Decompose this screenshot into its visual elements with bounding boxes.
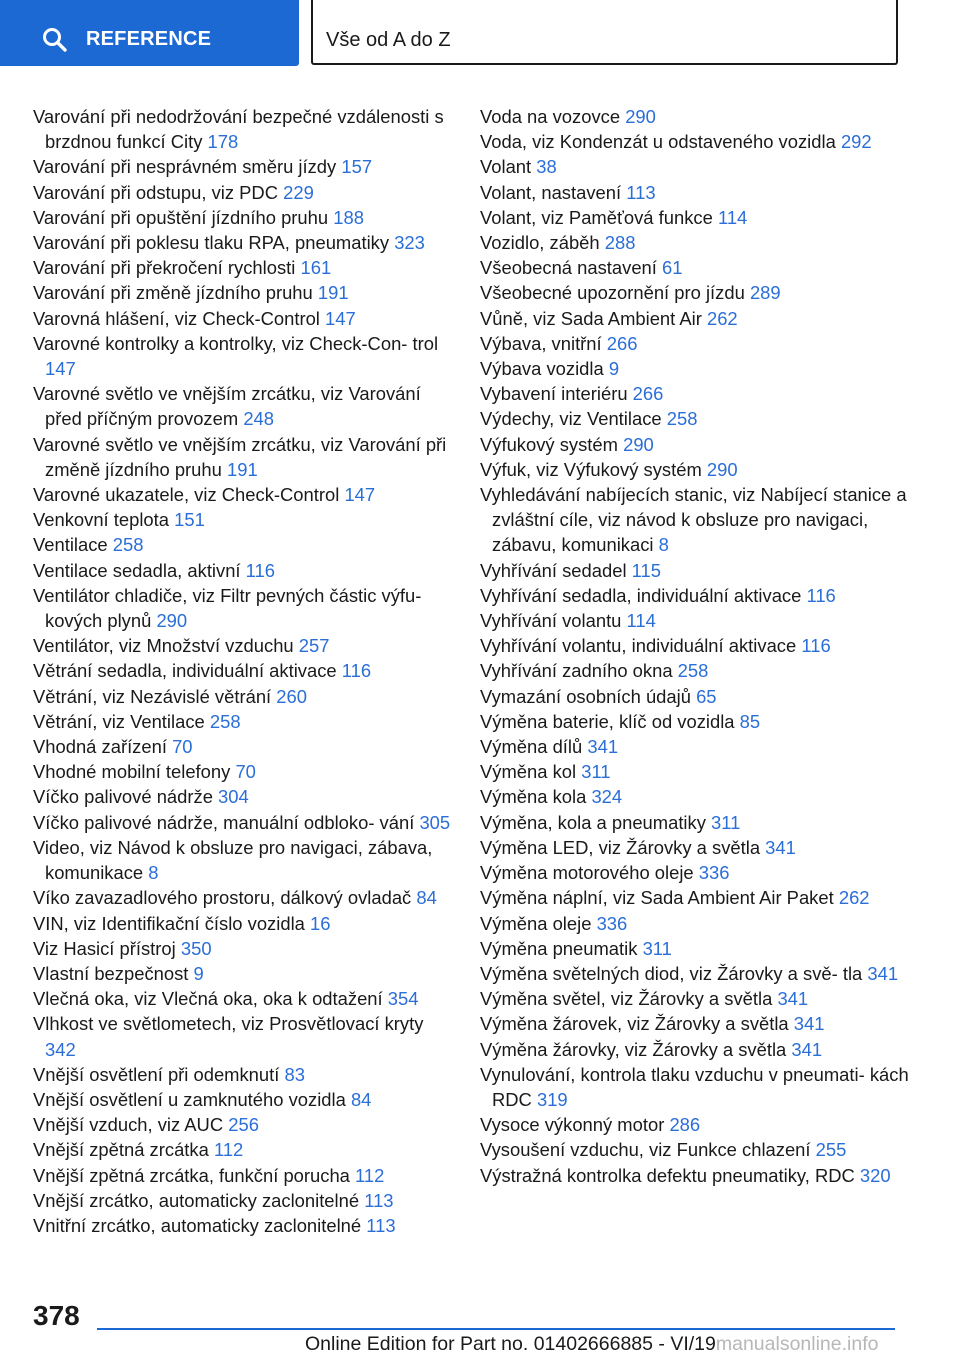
index-entry — [33, 255, 453, 280]
entry-text: Víko zavazadlového prostoru, dálkový ovladač — [33, 887, 412, 909]
page-reference-link[interactable]: 147 — [45, 358, 76, 380]
index-entry — [33, 1062, 453, 1087]
index-entry — [480, 810, 910, 835]
entry-text: Venkovní teplota — [33, 509, 169, 531]
page-reference-link[interactable]: 258 — [677, 660, 709, 682]
index-entry — [33, 986, 453, 1011]
entry-text: Vhodné mobilní telefony — [33, 761, 231, 783]
page-reference-link[interactable]: 341 — [867, 962, 899, 984]
index-entry — [33, 331, 453, 381]
page-reference-link[interactable]: 61 — [662, 257, 683, 279]
page-reference-link[interactable]: 354 — [387, 988, 419, 1010]
entry-text: Volant, nastavení — [480, 181, 622, 203]
index-entry — [33, 583, 453, 633]
page-reference-link[interactable]: 286 — [669, 1114, 701, 1136]
page-reference-link[interactable]: 323 — [394, 232, 425, 254]
page-reference-link[interactable]: 178 — [207, 131, 239, 153]
index-entry — [480, 961, 910, 986]
section-title: Vše od A do Z — [326, 29, 451, 51]
page-reference-link[interactable]: 342 — [45, 1038, 76, 1060]
index-entry — [480, 1163, 910, 1188]
page-reference-link[interactable]: 288 — [604, 232, 636, 254]
entry-text: Voda, viz Kondenzát u odstaveného vozidla — [480, 131, 836, 153]
index-entry — [33, 558, 453, 583]
page-reference-link[interactable]: 85 — [739, 710, 761, 732]
index-column-left — [33, 104, 453, 1238]
entry-text: Výfukový systém — [480, 433, 618, 455]
entry-text: Varování při překročení rychlosti — [33, 257, 296, 279]
footer-edition — [305, 1333, 878, 1356]
page-reference-link[interactable]: 289 — [749, 282, 781, 304]
page-reference-link[interactable]: 304 — [218, 786, 249, 808]
page-reference-link[interactable]: 70 — [235, 761, 256, 783]
index-entry — [480, 180, 910, 205]
index-entry — [33, 759, 453, 784]
page-reference-link[interactable]: 229 — [283, 181, 314, 203]
page-reference-link[interactable]: 83 — [284, 1063, 305, 1085]
page-reference-link[interactable]: 84 — [350, 1088, 372, 1110]
entry-text: Výbava, vnitřní — [480, 332, 602, 354]
entry-text: Vhodná zařízení — [33, 736, 167, 758]
page-reference-link[interactable]: 341 — [777, 988, 809, 1010]
index-entry — [480, 255, 910, 280]
page-reference-link[interactable]: 341 — [793, 1013, 825, 1035]
index-entry — [480, 734, 910, 759]
page-reference-link[interactable]: 262 — [706, 307, 738, 329]
entry-text: Všeobecné upozornění pro jízdu — [480, 282, 745, 304]
index-entry — [480, 230, 910, 255]
entry-text: Výstražná kontrolka defektu pneumatiky, RDC — [480, 1164, 855, 1186]
page-reference-link[interactable]: 324 — [591, 786, 623, 808]
entry-text: Výměna náplní, viz Sada Ambient Air Paket — [480, 887, 834, 909]
page-reference-link[interactable]: 336 — [698, 862, 730, 884]
entry-text: Volant — [480, 156, 532, 178]
index-entry — [480, 205, 910, 230]
index-entry — [33, 633, 453, 658]
index-entry — [480, 1137, 910, 1162]
entry-text: Výbava vozidla — [480, 358, 604, 380]
index-entry — [480, 1037, 910, 1062]
entry-text: Vynulování, kontrola tlaku vzduchu v pneumati‐ kách RDC — [480, 1063, 909, 1110]
entry-text: Výměna kol — [480, 761, 577, 783]
entry-text: Vůně, viz Sada Ambient Air — [480, 307, 702, 329]
index-entry — [480, 684, 910, 709]
entry-text: Vyhledávání nabíjecích stanic, viz Nabíjecí stanice a zvláštní cíle, viz návod k obsluze pro navigaci, zábavu, komunikaci — [480, 484, 907, 556]
index-entry — [480, 986, 910, 1011]
page-reference-link[interactable]: 151 — [174, 509, 205, 531]
footer-divider — [97, 1328, 895, 1330]
index-entry — [480, 331, 910, 356]
index-column-right — [480, 104, 910, 1188]
entry-text: Varovné ukazatele, viz Check-Control — [33, 484, 340, 506]
entry-text: Vyhřívání sedadel — [480, 559, 627, 581]
page-reference-link[interactable]: 191 — [317, 282, 349, 304]
page-reference-link[interactable]: 113 — [366, 1214, 396, 1236]
index-entry — [33, 784, 453, 809]
page-reference-link[interactable]: 336 — [596, 912, 628, 934]
index-entry — [33, 205, 453, 230]
page-reference-link[interactable]: 311 — [642, 937, 672, 959]
index-entry — [33, 1112, 453, 1137]
entry-text: Varovná hlášení, viz Check-Control — [33, 307, 320, 329]
entry-text: Vnější osvětlení při odemknutí — [33, 1063, 280, 1085]
entry-text: Vnější osvětlení u zamknutého vozidla — [33, 1088, 346, 1110]
page-reference-link[interactable]: 8 — [148, 862, 159, 884]
entry-text: Vlečná oka, viz Vlečná oka, oka k odtažení — [33, 988, 383, 1010]
entry-text: Vysoušení vzduchu, viz Funkce chlazení — [480, 1139, 811, 1161]
page-reference-link[interactable]: 258 — [112, 534, 144, 556]
page-reference-link[interactable]: 258 — [209, 710, 241, 732]
index-entry — [480, 784, 910, 809]
page-reference-link[interactable]: 38 — [536, 156, 557, 178]
entry-text: Vyhřívání zadního okna — [480, 660, 673, 682]
index-entry — [480, 104, 910, 129]
page-reference-link[interactable]: 116 — [245, 559, 275, 581]
page-reference-link[interactable]: 260 — [276, 685, 307, 707]
index-entry — [33, 658, 453, 683]
entry-text: Větrání, viz Ventilace — [33, 710, 205, 732]
entry-text: Výměna pneumatik — [480, 937, 638, 959]
page-reference-link[interactable]: 320 — [859, 1164, 891, 1186]
index-entry — [480, 759, 910, 784]
entry-text: Výměna baterie, klíč od vozidla — [480, 710, 735, 732]
index-entry — [480, 911, 910, 936]
page-reference-link[interactable]: 116 — [801, 635, 831, 657]
page-reference-link[interactable]: 258 — [666, 408, 698, 430]
index-entry — [33, 810, 453, 835]
entry-text: Voda na vozovce — [480, 106, 621, 127]
entry-text: Varování při opuštění jízdního pruhu — [33, 206, 329, 228]
entry-text: Volant, viz Paměťová funkce — [480, 206, 713, 228]
entry-text: Ventilátor chladiče, viz Filtr pevných částic výfu‐ kových plynů — [33, 584, 422, 632]
index-entry — [33, 1137, 453, 1162]
index-entry — [480, 608, 910, 633]
index-entry — [480, 457, 910, 482]
page-reference-link[interactable]: 262 — [838, 887, 870, 909]
index-entry — [33, 1188, 453, 1213]
page-reference-link[interactable]: 290 — [706, 458, 738, 480]
index-entry — [33, 381, 453, 431]
index-entry — [33, 835, 453, 885]
index-entry — [480, 432, 910, 457]
entry-text: Výměna dílů — [480, 736, 583, 758]
page-reference-link[interactable]: 112 — [213, 1139, 244, 1161]
index-entry — [33, 1087, 453, 1112]
page-reference-link[interactable]: 311 — [581, 761, 611, 783]
entry-text: Vlhkost ve světlometech, viz Prosvětlovací kryty — [33, 1013, 424, 1035]
entry-text: Varování při poklesu tlaku RPA, pneumatiky — [33, 232, 390, 254]
index-entry — [480, 835, 910, 860]
index-entry — [480, 709, 910, 734]
page-reference-link[interactable]: 341 — [791, 1038, 823, 1060]
page-reference-link[interactable]: 255 — [815, 1139, 847, 1161]
page-number: 378 — [33, 1300, 80, 1331]
page-reference-link[interactable]: 292 — [840, 131, 872, 153]
page-reference-link[interactable]: 157 — [341, 156, 373, 178]
page-reference-link[interactable]: 147 — [344, 484, 376, 506]
page-reference-link[interactable]: 191 — [227, 458, 258, 480]
index-entry — [480, 406, 910, 431]
index-entry — [480, 381, 910, 406]
index-entry — [480, 306, 910, 331]
index-entry — [33, 709, 453, 734]
page-reference-link[interactable]: 311 — [711, 811, 741, 833]
index-entry — [33, 1163, 453, 1188]
index-entry — [480, 583, 910, 608]
page-reference-link[interactable]: 16 — [310, 912, 331, 934]
entry-text: Všeobecná nastavení — [480, 257, 657, 279]
entry-text: Viz Hasicí přístroj — [33, 937, 176, 959]
index-entry — [33, 961, 453, 986]
index-entry — [33, 1213, 453, 1238]
entry-text: Varování při nesprávném směru jízdy — [33, 156, 337, 178]
entry-text: Vyhřívání sedadla, individuální aktivace — [480, 584, 802, 606]
entry-text: Vnější zpětná zrcátka, funkční porucha — [33, 1164, 350, 1186]
index-entry — [480, 154, 910, 179]
page-reference-link[interactable]: 9 — [608, 358, 620, 380]
entry-text: Výměna oleje — [480, 912, 592, 934]
index-entry — [33, 936, 453, 961]
entry-text: Varování při změně jízdního pruhu — [33, 282, 313, 304]
index-entry — [33, 154, 453, 179]
entry-text: VIN, viz Identifikační číslo vozidla — [33, 912, 305, 934]
entry-text: Výměna kola — [480, 786, 587, 808]
entry-text: Varovné světlo ve vnějším zrcátku, viz Varování při změně jízdního pruhu — [33, 433, 447, 480]
page-reference-link[interactable]: 8 — [658, 534, 669, 556]
index-entry — [480, 885, 910, 910]
entry-text: Video, viz Návod k obsluze pro navigaci, zábava, komunikace — [33, 836, 433, 884]
section-title-box — [311, 0, 898, 65]
page-reference-link[interactable]: 113 — [626, 181, 656, 203]
page-reference-link[interactable]: 114 — [626, 610, 656, 632]
entry-text: Varovné kontrolky a kontrolky, viz Check-Con‐ trol — [33, 332, 439, 354]
index-entry — [480, 1062, 910, 1112]
index-entry — [33, 734, 453, 759]
page-reference-link[interactable]: 290 — [156, 610, 188, 632]
entry-text: Výměna světel, viz Žárovky a světla — [480, 988, 773, 1010]
index-entry — [33, 230, 453, 255]
page-reference-link[interactable]: 161 — [300, 257, 332, 279]
index-entry — [33, 911, 453, 936]
entry-text: Vnitřní zrcátko, automaticky zaclonitelné — [33, 1214, 362, 1236]
entry-text: Výměna žárovek, viz Žárovky a světla — [480, 1013, 789, 1035]
index-entry — [480, 658, 910, 683]
entry-text: Výměna světelných diod, viz Žárovky a svě‐ tla — [480, 962, 863, 984]
page-reference-link[interactable]: 319 — [536, 1088, 568, 1110]
index-entry — [33, 432, 453, 482]
index-entry — [480, 558, 910, 583]
index-entry — [33, 104, 453, 154]
watermark: manualsonline.info — [715, 1333, 879, 1355]
page-reference-link[interactable]: 257 — [298, 635, 330, 657]
page-reference-link[interactable]: 350 — [180, 937, 212, 959]
entry-text: Vnější vzduch, viz AUC — [33, 1114, 224, 1136]
entry-text: Vnější zrcátko, automaticky zaclonitelné — [33, 1189, 360, 1211]
index-entry — [480, 356, 910, 381]
index-entry — [33, 482, 453, 507]
page-reference-link[interactable]: 70 — [172, 736, 193, 758]
page-reference-link[interactable]: 266 — [606, 332, 638, 354]
page-reference-link[interactable]: 9 — [193, 962, 204, 984]
index-entry — [480, 633, 910, 658]
entry-text: Ventilátor, viz Množství vzduchu — [33, 635, 294, 657]
entry-text: Víčko palivové nádrže — [33, 786, 213, 808]
index-entry — [480, 936, 910, 961]
edition-text: Online Edition for Part no. 01402666885 - VI/19 — [305, 1333, 716, 1355]
index-entry — [480, 280, 910, 305]
page-reference-link[interactable]: 114 — [717, 206, 748, 228]
entry-text: Vnější zpětná zrcátka — [33, 1139, 209, 1161]
entry-text: Větrání, viz Nezávislé větrání — [33, 685, 272, 707]
entry-text: Vlastní bezpečnost — [33, 962, 189, 984]
index-entry — [480, 1112, 910, 1137]
entry-text: Ventilace sedadla, aktivní — [33, 559, 241, 581]
page-reference-link[interactable]: 113 — [364, 1189, 394, 1211]
page-reference-link[interactable]: 248 — [243, 408, 274, 430]
entry-text: Ventilace — [33, 534, 108, 556]
page-reference-link[interactable]: 341 — [765, 836, 796, 858]
page-reference-link[interactable]: 112 — [355, 1164, 385, 1186]
page-reference-link[interactable]: 115 — [631, 559, 661, 581]
index-entry — [33, 180, 453, 205]
index-entry — [480, 860, 910, 885]
entry-text: Varovné světlo ve vnějším zrcátku, viz Varování před příčným provozem — [33, 383, 421, 430]
entry-text: Vyhřívání volantu — [480, 610, 622, 632]
reference-label: REFERENCE — [86, 28, 212, 50]
search-icon — [42, 27, 68, 53]
page-reference-link[interactable]: 65 — [696, 685, 717, 707]
index-entry — [33, 507, 453, 532]
page-reference-link[interactable]: 256 — [228, 1114, 259, 1136]
entry-text: Vybavení interiéru — [480, 383, 628, 405]
page-reference-link[interactable]: 266 — [632, 383, 664, 405]
page-reference-link[interactable]: 84 — [416, 887, 437, 909]
entry-text: Výměna, kola a pneumatiky — [480, 811, 706, 833]
page-header — [0, 0, 960, 66]
entry-text: Výfuk, viz Výfukový systém — [480, 458, 702, 480]
page-reference-link[interactable]: 305 — [419, 811, 451, 833]
index-entry — [33, 885, 453, 910]
index-entry — [33, 280, 453, 305]
entry-text: Výměna LED, viz Žárovky a světla — [480, 836, 761, 858]
page-reference-link[interactable]: 116 — [806, 584, 836, 606]
entry-text: Vyhřívání volantu, individuální aktivace — [480, 635, 797, 657]
index-entry — [33, 532, 453, 557]
index-entry — [33, 684, 453, 709]
page-reference-link[interactable]: 341 — [587, 736, 619, 758]
entry-text: Vymazání osobních údajů — [480, 685, 691, 707]
entry-text: Výměna žárovky, viz Žárovky a světla — [480, 1038, 787, 1060]
page-reference-link[interactable]: 290 — [623, 433, 654, 455]
entry-text: Varování při odstupu, viz PDC — [33, 181, 278, 203]
reference-tab[interactable] — [0, 0, 299, 66]
entry-text: Víčko palivové nádrže, manuální odbloko‐ vání — [33, 811, 415, 833]
index-entry — [33, 306, 453, 331]
index-entry — [480, 129, 910, 154]
entry-text: Výdechy, viz Ventilace — [480, 408, 662, 430]
entry-text: Větrání sedadla, individuální aktivace — [33, 660, 337, 682]
index-entry — [480, 1011, 910, 1036]
page-reference-link[interactable]: 290 — [625, 106, 656, 127]
page-reference-link[interactable]: 116 — [341, 660, 372, 682]
entry-text: Vozidlo, záběh — [480, 232, 600, 254]
index-entry — [33, 1011, 453, 1061]
page-reference-link[interactable]: 188 — [333, 206, 364, 228]
entry-text: Výměna motorového oleje — [480, 862, 694, 884]
entry-text: Varování při nedodržování bezpečné vzdálenosti s brzdnou funkcí City — [33, 106, 444, 153]
entry-text: Vysoce výkonný motor — [480, 1114, 665, 1136]
index-entry — [480, 482, 910, 558]
page-reference-link[interactable]: 147 — [325, 307, 356, 329]
